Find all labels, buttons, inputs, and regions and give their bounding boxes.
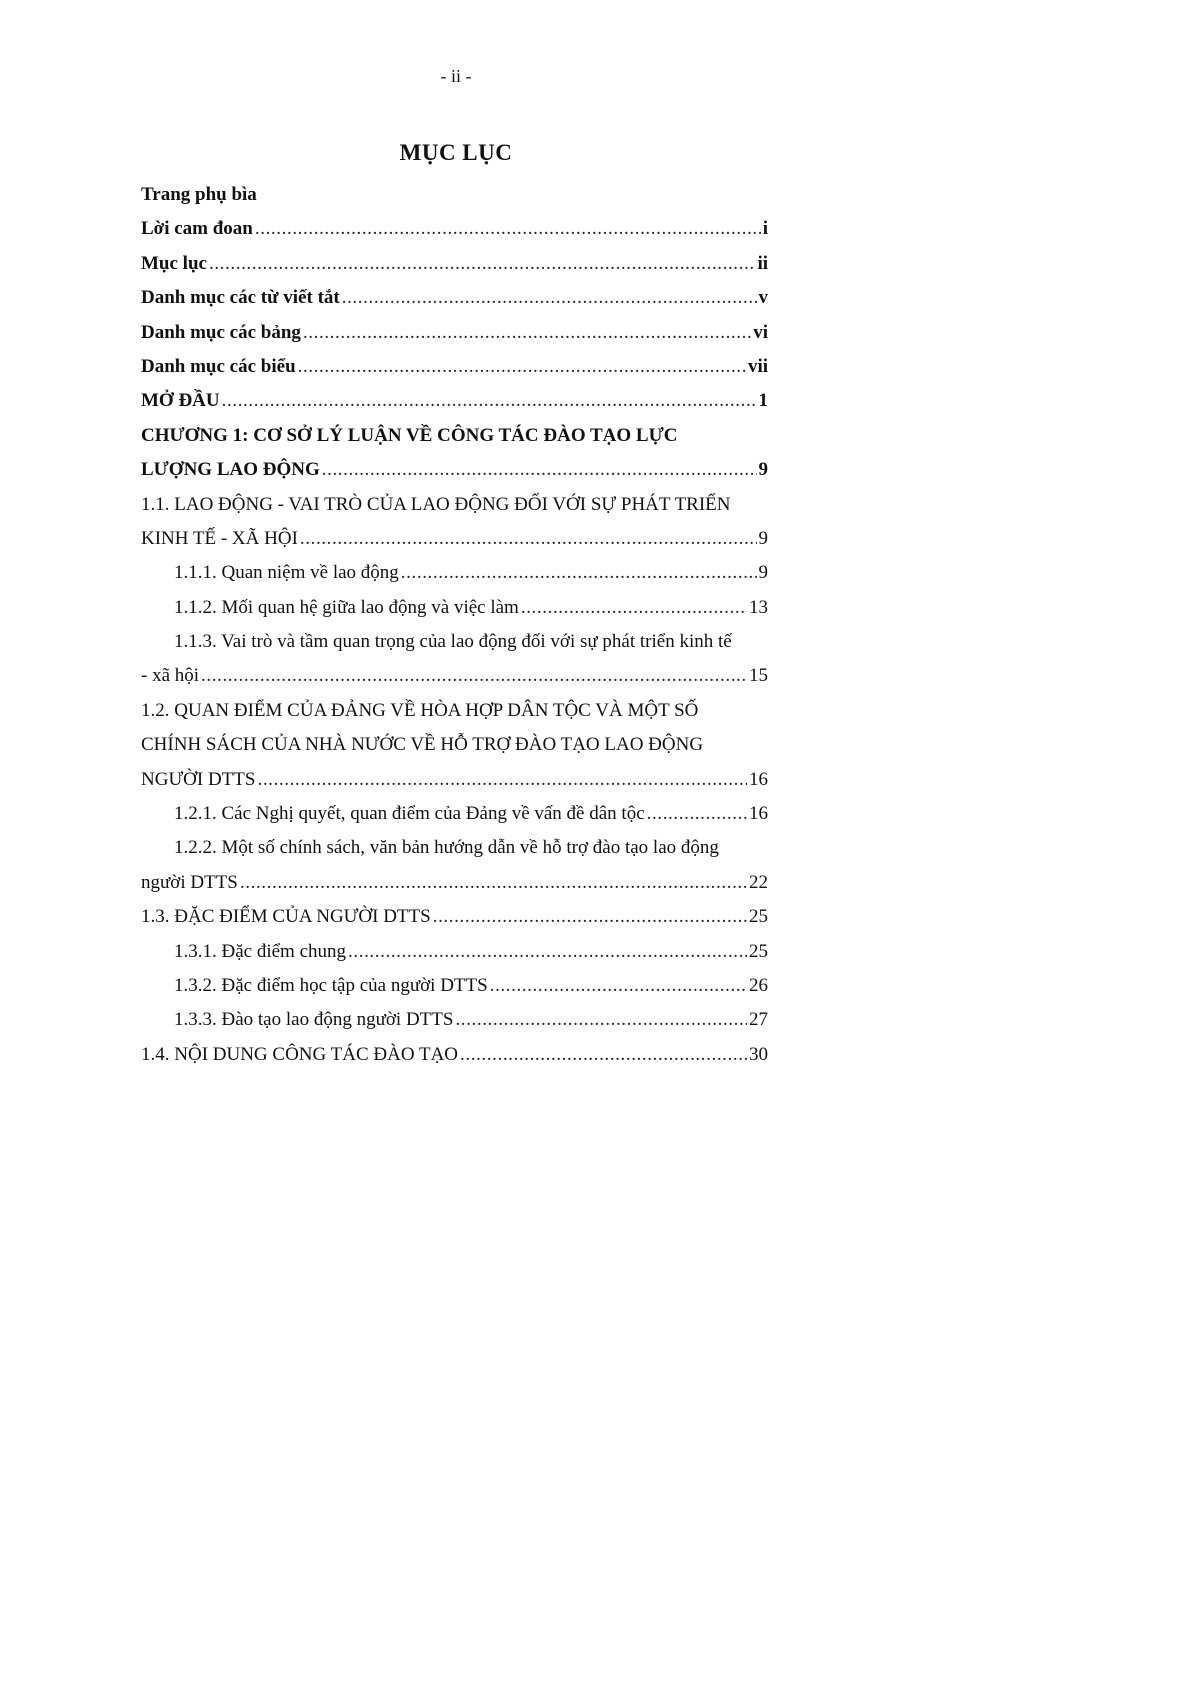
toc-entry[interactable]: [141, 350, 768, 384]
toc-entry[interactable]: [141, 556, 768, 590]
dot-leader: [240, 866, 747, 900]
toc-entry[interactable]: [141, 212, 768, 246]
toc-entry[interactable]: [141, 522, 768, 556]
toc-entry-line[interactable]: [141, 831, 768, 865]
toc-entry[interactable]: [141, 281, 768, 315]
dot-leader: [255, 212, 761, 246]
toc-entry[interactable]: [141, 384, 768, 418]
toc-entry[interactable]: [141, 1038, 768, 1072]
toc-entry-text: Danh mục các bảng: [141, 321, 301, 343]
dot-leader: [300, 522, 757, 556]
page-title: MỤC LỤC: [399, 140, 513, 165]
toc-entry-text: LƯỢNG LAO ĐỘNG: [141, 459, 320, 481]
toc-page-number: 16: [749, 768, 768, 790]
toc-entry-text: Mục lục: [141, 252, 207, 274]
dot-leader: [222, 384, 757, 418]
toc-page-number: 25: [749, 940, 768, 962]
toc-entry-text: CHÍNH SÁCH CỦA NHÀ NƯỚC VỀ HỖ TRỢ ĐÀO TẠO LAO ĐỘNG: [141, 734, 704, 756]
toc-entry[interactable]: [141, 935, 768, 969]
toc-entry[interactable]: [141, 316, 768, 350]
toc-page-number: 1: [758, 390, 768, 412]
dot-leader: [209, 247, 755, 281]
toc-page-number: vi: [753, 321, 768, 343]
toc-entry-text: Danh mục các biểu: [141, 355, 296, 377]
toc-entry[interactable]: [141, 900, 768, 934]
toc-page-number: 22: [749, 871, 768, 893]
toc-page-number: i: [762, 218, 768, 240]
toc-entry-text: 1.4. NỘI DUNG CÔNG TÁC ĐÀO TẠO: [141, 1043, 459, 1065]
dot-leader: [303, 316, 751, 350]
toc-entry-text: Trang phụ bìa: [141, 184, 257, 205]
toc-entry[interactable]: [141, 763, 768, 797]
page-number: - ii -: [440, 66, 472, 86]
toc-entry-text: 1.2.1. Các Nghị quyết, quan điểm của Đảng về vấn đề dân tộc: [174, 803, 645, 825]
toc-page-number: 27: [749, 1009, 768, 1031]
toc-entry-text: NGƯỜI DTTS: [141, 768, 256, 790]
toc-entry-text: MỞ ĐẦU: [141, 390, 220, 412]
toc-entry-text: 1.1. LAO ĐỘNG - VAI TRÒ CỦA LAO ĐỘNG ĐỐI VỚI SỰ PHÁT TRIỂN: [141, 493, 731, 515]
toc-entry-text: 1.3.1. Đặc điểm chung: [174, 940, 347, 962]
toc-page-number: 9: [758, 527, 768, 549]
toc-entry-line[interactable]: [141, 694, 768, 728]
dot-leader: [490, 969, 747, 1003]
dot-leader: [521, 591, 747, 625]
toc-entry-text: 1.1.3. Vai trò và tầm quan trọng của lao động đối với sự phát triển kinh tế: [174, 631, 732, 653]
toc-entry-text: 1.3. ĐẶC ĐIỂM CỦA NGƯỜI DTTS: [141, 906, 431, 928]
toc-entry-text: - xã hội: [141, 665, 200, 687]
toc-entry[interactable]: [141, 659, 768, 693]
toc-entry-text: KINH TẾ - XÃ HỘI: [141, 527, 298, 549]
toc-page-number: vii: [747, 355, 768, 377]
table-of-contents: [141, 178, 768, 1072]
toc-entry-text: 1.2.2. Một số chính sách, văn bản hướng dẫn về hỗ trợ đào tạo lao động: [174, 837, 719, 859]
toc-entry-text: Danh mục các từ viết tắt: [141, 287, 340, 309]
dot-leader: [322, 453, 757, 487]
toc-entry-text: 1.2. QUAN ĐIỂM CỦA ĐẢNG VỀ HÒA HỢP DÂN TỘC VÀ MỘT SỐ: [141, 699, 699, 721]
dot-leader: [433, 900, 747, 934]
toc-entry-text: Lời cam đoan: [141, 218, 253, 240]
toc-entry[interactable]: [141, 866, 768, 900]
toc-page-number: 26: [749, 974, 768, 996]
toc-page-number: 16: [749, 803, 768, 825]
toc-entry[interactable]: [141, 969, 768, 1003]
toc-entry[interactable]: [141, 453, 768, 487]
toc-page-number: 25: [749, 906, 768, 928]
toc-page-number: ii: [757, 252, 768, 274]
toc-page-number: 9: [758, 459, 768, 481]
toc-entry-text: 1.1.1. Quan niệm về lao động: [174, 562, 399, 584]
toc-page-number: 15: [749, 665, 768, 687]
toc-entry-text: CHƯƠNG 1: CƠ SỞ LÝ LUẬN VỀ CÔNG TÁC ĐÀO TẠO LỰC: [141, 424, 678, 446]
toc-entry-line[interactable]: [141, 625, 768, 659]
toc-entry[interactable]: [141, 1003, 768, 1037]
toc-entry-text: 1.1.2. Mối quan hệ giữa lao động và việc làm: [174, 596, 519, 618]
toc-entry[interactable]: [141, 591, 768, 625]
dot-leader: [257, 763, 747, 797]
toc-entry-line[interactable]: [141, 419, 768, 453]
toc-entry-text: 1.3.3. Đào tạo lao động người DTTS: [174, 1009, 454, 1031]
toc-page-number: 13: [749, 596, 768, 618]
toc-entry-text: 1.3.2. Đặc điểm học tập của người DTTS: [174, 974, 488, 996]
toc-page-number: 30: [749, 1043, 768, 1065]
toc-page-number: 9: [758, 562, 768, 584]
toc-page-number: v: [758, 287, 768, 309]
toc-entry[interactable]: [141, 247, 768, 281]
toc-cover-entry[interactable]: [141, 178, 768, 212]
dot-leader: [298, 350, 746, 384]
dot-leader: [460, 1038, 747, 1072]
toc-entry-line[interactable]: [141, 488, 768, 522]
toc-entry-line[interactable]: [141, 728, 768, 762]
toc-entry[interactable]: [141, 797, 768, 831]
dot-leader: [455, 1003, 747, 1037]
dot-leader: [647, 797, 747, 831]
dot-leader: [401, 556, 757, 590]
dot-leader: [201, 659, 747, 693]
dot-leader: [342, 281, 757, 315]
dot-leader: [348, 935, 747, 969]
toc-entry-text: người DTTS: [141, 871, 238, 893]
